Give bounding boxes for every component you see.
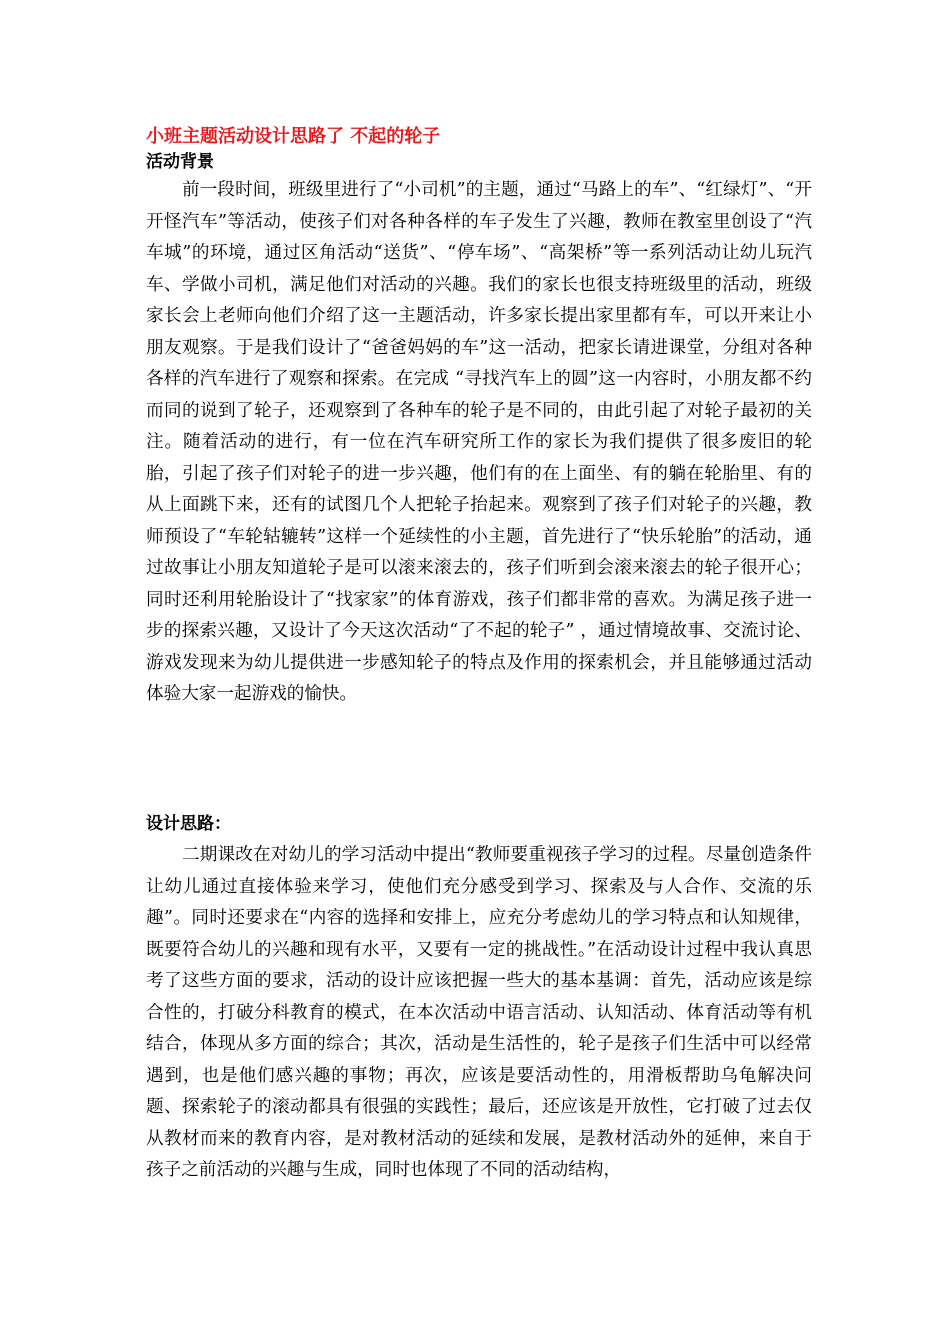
- document-title: 小班主题活动设计思路了 不起的轮子: [146, 126, 441, 147]
- section-paragraph-background: 前一段时间，班级里进行了“小司机”的主题，通过“马路上的车”、“红绿灯”、“开开怪汽车”等活动，使孩子们对各种各样的车子发生了兴趣，教师在教室里创设了“汽车城”的环境，通过区角活动“送货”、“停车场”、“高架桥”等一系列活动让幼儿玩汽车、学做小司机，满足他们对活动的兴趣。我们的家长也很支持班级里的活动，班级家长会上老师向他们介绍了这一主题活动，许多家长提出家里都有车，可以开来让小朋友观察。于是我们设计了“爸爸妈妈的车”这一活动，把家长请进课堂，分组对各种各样的汽车进行了观察和探索。在完成 “寻找汽车上的圆”这一内容时，小朋友都不约而同的说到了轮子，还观察到了各种车的轮子是不同的，由此引起了对轮子最初的关注。随着活动的进行，有一位在汽车研究所工作的家长为我们提供了很多废旧的轮胎，引起了孩子们对轮子的进一步兴趣，他们有的在上面坐、有的躺在轮胎里、有的从上面跳下来，还有的试图几个人把轮子抬起来。观察到了孩子们对轮子的兴趣，教师预设了“车轮轱辘转”这样一个延续性的小主题，首先进行了“快乐轮胎”的活动，通过故事让小朋友知道轮子是可以滚来滚去的，孩子们听到会滚来滚去的轮子很开心；同时还利用轮胎设计了“找家家”的体育游戏，孩子们都非常的喜欢。为满足孩子进一步的探索兴趣，又设计了今天这次活动“了不起的轮子” ，通过情境故事、交流讨论、游戏发现来为幼儿提供进一步感知轮子的特点及作用的探索机会，并且能够通过活动体验大家一起游戏的愉快。: [146, 180, 812, 704]
- section-heading-background: 活动背景: [146, 152, 214, 172]
- section-heading-design-ideas: 设计思路：: [146, 814, 231, 834]
- section-paragraph-design-ideas: 二期课改在对幼儿的学习活动中提出“教师要重视孩子学习的过程。尽量创造条件让幼儿通过直接体验来学习，使他们充分感受到学习、探索及与人合作、交流的乐趣”。同时还要求在“内容的选择和安排上，应充分考虑幼儿的学习特点和认知规律，既要符合幼儿的兴趣和现有水平，又要有一定的挑战性。”在活动设计过程中我认真思考了这些方面的要求，活动的设计应该把握一些大的基本基调：首先，活动应该是综合性的，打破分科教育的模式，在本次活动中语言活动、认知活动、体育活动等有机结合，体现从多方面的综合；其次，活动是生活性的，轮子是孩子们生活中可以经常遇到，也是他们感兴趣的事物；再次，应该是要活动性的，用滑板帮助乌龟解决问题、探索轮子的滚动都具有很强的实践性；最后，还应该是开放性，它打破了过去仅从教材而来的教育内容，是对教材活动的延续和发展，是教材活动外的延伸，来自于孩子之前活动的兴趣与生成，同时也体现了不同的活动结构，: [146, 845, 812, 1180]
